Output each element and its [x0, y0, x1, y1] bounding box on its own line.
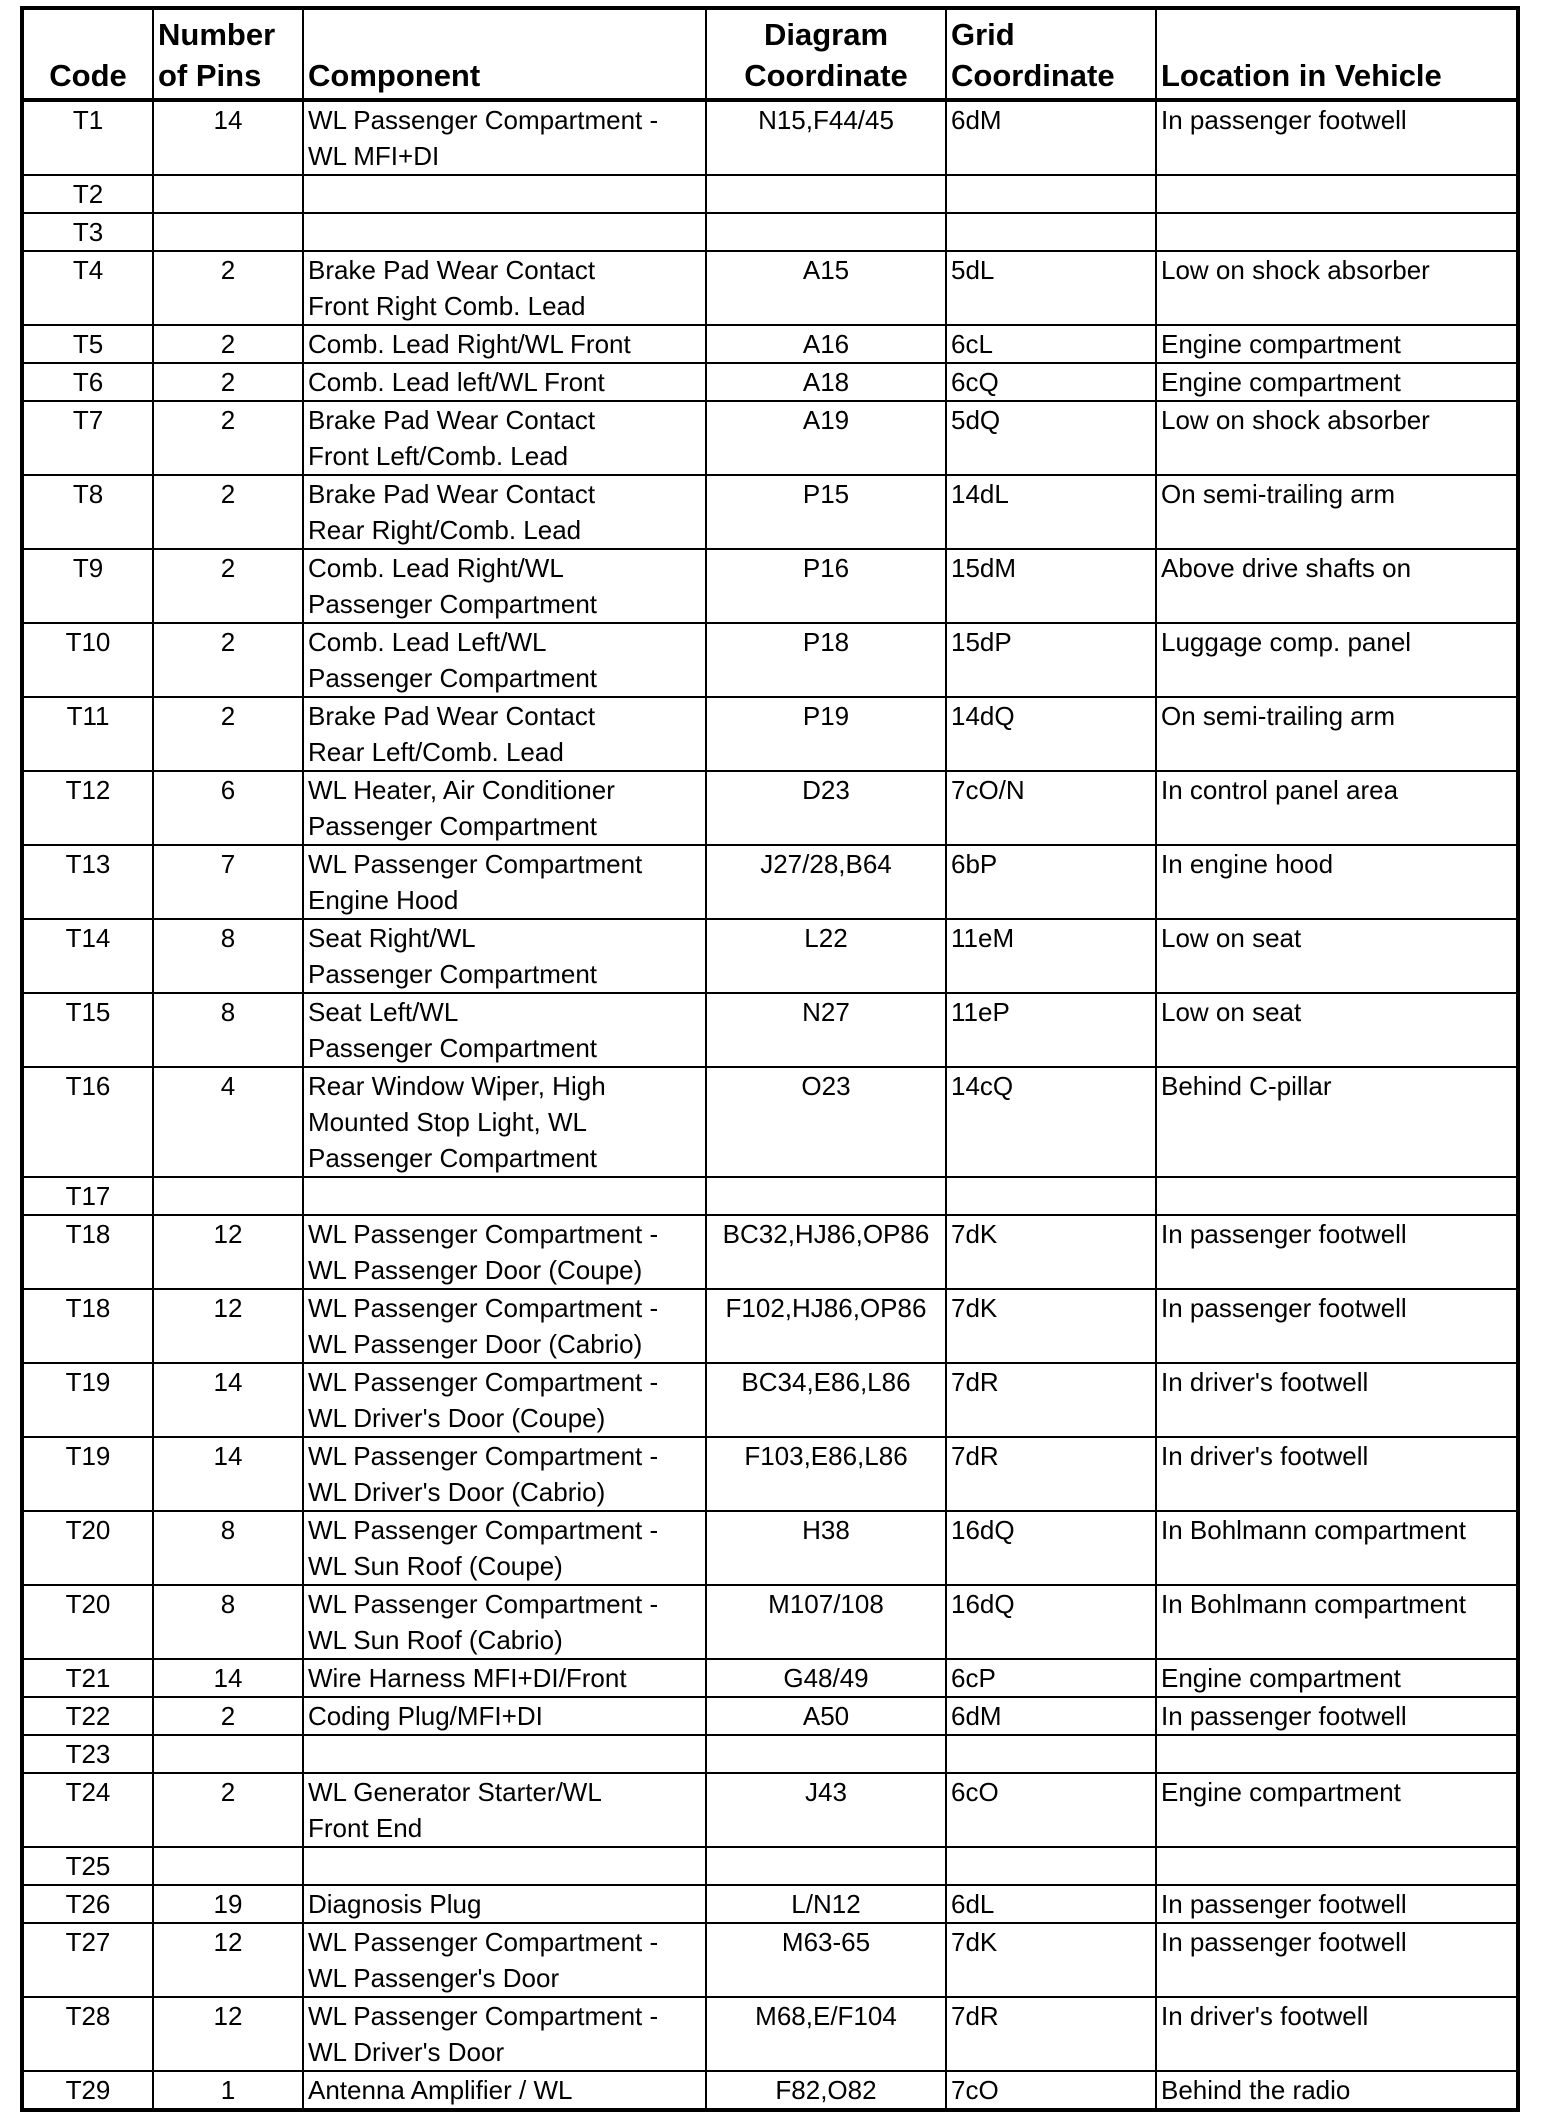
cell-diagram-coordinate: M107/108 — [706, 1585, 946, 1659]
cell-component: WL Passenger Compartment - WL Sun Roof (Cabrio) — [303, 1585, 706, 1659]
table-header — [22, 8, 1518, 100]
cell-code: T15 — [22, 993, 153, 1067]
cell-diagram-coordinate — [706, 1735, 946, 1773]
cell-location: In passenger footwell — [1156, 1215, 1518, 1289]
cell-grid-coordinate: 5dL — [946, 251, 1156, 325]
header-code: Code — [22, 8, 153, 100]
header-row — [22, 8, 1518, 100]
cell-location: Above drive shafts on — [1156, 549, 1518, 623]
table-row — [22, 1923, 1518, 1997]
cell-grid-coordinate: 6dL — [946, 1885, 1156, 1923]
cell-code: T9 — [22, 549, 153, 623]
cell-number-of-pins: 2 — [153, 1773, 303, 1847]
cell-code: T25 — [22, 1847, 153, 1885]
connector-table — [20, 6, 1520, 2112]
cell-component — [303, 213, 706, 251]
cell-code: T14 — [22, 919, 153, 993]
cell-grid-coordinate: 11eP — [946, 993, 1156, 1067]
cell-component: WL Generator Starter/WL Front End — [303, 1773, 706, 1847]
cell-location: Low on shock absorber — [1156, 401, 1518, 475]
cell-location — [1156, 1735, 1518, 1773]
cell-number-of-pins: 12 — [153, 1289, 303, 1363]
cell-grid-coordinate: 6bP — [946, 845, 1156, 919]
table-row — [22, 623, 1518, 697]
table-row — [22, 1773, 1518, 1847]
cell-code: T20 — [22, 1585, 153, 1659]
cell-grid-coordinate: 6cO — [946, 1773, 1156, 1847]
cell-grid-coordinate: 14dL — [946, 475, 1156, 549]
cell-location: Engine compartment — [1156, 1773, 1518, 1847]
cell-location: In driver's footwell — [1156, 1363, 1518, 1437]
cell-diagram-coordinate — [706, 213, 946, 251]
cell-code: T19 — [22, 1437, 153, 1511]
cell-grid-coordinate: 16dQ — [946, 1585, 1156, 1659]
cell-diagram-coordinate: P19 — [706, 697, 946, 771]
cell-component: Antenna Amplifier / WL — [303, 2071, 706, 2110]
cell-diagram-coordinate: L22 — [706, 919, 946, 993]
cell-component: Comb. Lead Right/WL Passenger Compartment — [303, 549, 706, 623]
cell-component: Diagnosis Plug — [303, 1885, 706, 1923]
table-row — [22, 845, 1518, 919]
table-row — [22, 2071, 1518, 2110]
cell-number-of-pins: 1 — [153, 2071, 303, 2110]
cell-number-of-pins: 12 — [153, 1923, 303, 1997]
cell-code: T4 — [22, 251, 153, 325]
cell-code: T5 — [22, 325, 153, 363]
table-row — [22, 1177, 1518, 1215]
cell-code: T18 — [22, 1215, 153, 1289]
cell-component: Brake Pad Wear Contact Front Left/Comb. Lead — [303, 401, 706, 475]
cell-component: Brake Pad Wear Contact Front Right Comb. Lead — [303, 251, 706, 325]
header-grid-coordinate: Grid Coordinate — [946, 8, 1156, 100]
cell-location: In passenger footwell — [1156, 1923, 1518, 1997]
cell-location — [1156, 175, 1518, 213]
cell-diagram-coordinate: P18 — [706, 623, 946, 697]
cell-code: T10 — [22, 623, 153, 697]
cell-location: In passenger footwell — [1156, 1885, 1518, 1923]
table-body — [22, 100, 1518, 2110]
cell-number-of-pins: 14 — [153, 1659, 303, 1697]
cell-number-of-pins: 2 — [153, 401, 303, 475]
cell-location — [1156, 213, 1518, 251]
cell-number-of-pins — [153, 175, 303, 213]
cell-code: T12 — [22, 771, 153, 845]
cell-component: WL Passenger Compartment - WL MFI+DI — [303, 100, 706, 175]
cell-diagram-coordinate: P15 — [706, 475, 946, 549]
cell-grid-coordinate — [946, 213, 1156, 251]
cell-number-of-pins: 2 — [153, 251, 303, 325]
cell-number-of-pins — [153, 213, 303, 251]
cell-location: In engine hood — [1156, 845, 1518, 919]
cell-component: Coding Plug/MFI+DI — [303, 1697, 706, 1735]
cell-number-of-pins: 2 — [153, 623, 303, 697]
cell-number-of-pins: 14 — [153, 1363, 303, 1437]
cell-diagram-coordinate: N27 — [706, 993, 946, 1067]
cell-number-of-pins: 6 — [153, 771, 303, 845]
cell-diagram-coordinate: M68,E/F104 — [706, 1997, 946, 2071]
table-row — [22, 1735, 1518, 1773]
cell-number-of-pins — [153, 1177, 303, 1215]
cell-diagram-coordinate: J43 — [706, 1773, 946, 1847]
cell-location: Low on seat — [1156, 919, 1518, 993]
cell-number-of-pins: 2 — [153, 363, 303, 401]
header-location-in-vehicle: Location in Vehicle — [1156, 8, 1518, 100]
table-row — [22, 993, 1518, 1067]
cell-location: On semi-trailing arm — [1156, 697, 1518, 771]
cell-number-of-pins: 2 — [153, 475, 303, 549]
cell-diagram-coordinate: N15,F44/45 — [706, 100, 946, 175]
cell-diagram-coordinate — [706, 1177, 946, 1215]
cell-number-of-pins: 12 — [153, 1215, 303, 1289]
cell-location: Luggage comp. panel — [1156, 623, 1518, 697]
cell-location: Behind C-pillar — [1156, 1067, 1518, 1177]
table-row — [22, 919, 1518, 993]
cell-diagram-coordinate: A15 — [706, 251, 946, 325]
cell-number-of-pins: 8 — [153, 919, 303, 993]
cell-grid-coordinate: 7dR — [946, 1437, 1156, 1511]
cell-number-of-pins: 2 — [153, 325, 303, 363]
cell-diagram-coordinate: BC32,HJ86,OP86 — [706, 1215, 946, 1289]
table-row — [22, 251, 1518, 325]
cell-code: T23 — [22, 1735, 153, 1773]
cell-number-of-pins: 7 — [153, 845, 303, 919]
cell-component: WL Heater, Air Conditioner Passenger Compartment — [303, 771, 706, 845]
cell-code: T8 — [22, 475, 153, 549]
header-component: Component — [303, 8, 706, 100]
cell-location: Low on shock absorber — [1156, 251, 1518, 325]
cell-component: Comb. Lead Right/WL Front — [303, 325, 706, 363]
connector-table-page — [20, 6, 1516, 2105]
table-row — [22, 1697, 1518, 1735]
cell-code: T11 — [22, 697, 153, 771]
cell-component: WL Passenger Compartment Engine Hood — [303, 845, 706, 919]
cell-location: In driver's footwell — [1156, 1437, 1518, 1511]
cell-code: T27 — [22, 1923, 153, 1997]
cell-number-of-pins: 8 — [153, 1585, 303, 1659]
cell-code: T18 — [22, 1289, 153, 1363]
table-row — [22, 401, 1518, 475]
cell-grid-coordinate: 7dR — [946, 1997, 1156, 2071]
cell-component: Seat Left/WL Passenger Compartment — [303, 993, 706, 1067]
cell-diagram-coordinate: L/N12 — [706, 1885, 946, 1923]
cell-grid-coordinate: 5dQ — [946, 401, 1156, 475]
table-row — [22, 325, 1518, 363]
table-row — [22, 1997, 1518, 2071]
cell-location: Behind the radio — [1156, 2071, 1518, 2110]
table-row — [22, 1585, 1518, 1659]
cell-code: T16 — [22, 1067, 153, 1177]
cell-component: WL Passenger Compartment - WL Sun Roof (Coupe) — [303, 1511, 706, 1585]
cell-grid-coordinate — [946, 1177, 1156, 1215]
cell-grid-coordinate — [946, 1735, 1156, 1773]
cell-diagram-coordinate: H38 — [706, 1511, 946, 1585]
table-row — [22, 1847, 1518, 1885]
cell-location: Engine compartment — [1156, 325, 1518, 363]
table-row — [22, 1215, 1518, 1289]
cell-location: In Bohlmann compartment — [1156, 1585, 1518, 1659]
cell-grid-coordinate — [946, 175, 1156, 213]
cell-location — [1156, 1847, 1518, 1885]
cell-diagram-coordinate: BC34,E86,L86 — [706, 1363, 946, 1437]
cell-grid-coordinate: 14dQ — [946, 697, 1156, 771]
cell-location: Low on seat — [1156, 993, 1518, 1067]
cell-component: WL Passenger Compartment - WL Driver's Door — [303, 1997, 706, 2071]
cell-number-of-pins: 14 — [153, 100, 303, 175]
cell-diagram-coordinate: F102,HJ86,OP86 — [706, 1289, 946, 1363]
cell-location: Engine compartment — [1156, 1659, 1518, 1697]
cell-location: In driver's footwell — [1156, 1997, 1518, 2071]
table-row — [22, 1289, 1518, 1363]
cell-number-of-pins: 12 — [153, 1997, 303, 2071]
cell-component: WL Passenger Compartment - WL Passenger Door (Cabrio) — [303, 1289, 706, 1363]
header-diagram-coordinate: Diagram Coordinate — [706, 8, 946, 100]
cell-code: T28 — [22, 1997, 153, 2071]
cell-number-of-pins: 2 — [153, 697, 303, 771]
cell-number-of-pins: 8 — [153, 993, 303, 1067]
cell-code: T3 — [22, 213, 153, 251]
cell-code: T6 — [22, 363, 153, 401]
cell-diagram-coordinate: A19 — [706, 401, 946, 475]
cell-code: T24 — [22, 1773, 153, 1847]
table-row — [22, 771, 1518, 845]
cell-number-of-pins: 2 — [153, 1697, 303, 1735]
cell-number-of-pins: 8 — [153, 1511, 303, 1585]
cell-grid-coordinate: 7dK — [946, 1289, 1156, 1363]
table-row — [22, 697, 1518, 771]
cell-diagram-coordinate: M63-65 — [706, 1923, 946, 1997]
cell-diagram-coordinate: A16 — [706, 325, 946, 363]
cell-component — [303, 1847, 706, 1885]
cell-location: In passenger footwell — [1156, 100, 1518, 175]
cell-grid-coordinate: 6cP — [946, 1659, 1156, 1697]
table-row — [22, 175, 1518, 213]
table-row — [22, 1885, 1518, 1923]
cell-code: T17 — [22, 1177, 153, 1215]
cell-code: T26 — [22, 1885, 153, 1923]
cell-grid-coordinate: 7dR — [946, 1363, 1156, 1437]
cell-diagram-coordinate: F82,O82 — [706, 2071, 946, 2110]
cell-component — [303, 175, 706, 213]
table-row — [22, 1659, 1518, 1697]
cell-code: T22 — [22, 1697, 153, 1735]
cell-location: In Bohlmann compartment — [1156, 1511, 1518, 1585]
cell-component: Rear Window Wiper, High Mounted Stop Light, WL Passenger Compartment — [303, 1067, 706, 1177]
cell-location: In passenger footwell — [1156, 1289, 1518, 1363]
cell-component: WL Passenger Compartment - WL Passenger's Door — [303, 1923, 706, 1997]
cell-component: Brake Pad Wear Contact Rear Right/Comb. Lead — [303, 475, 706, 549]
cell-number-of-pins: 4 — [153, 1067, 303, 1177]
cell-number-of-pins — [153, 1735, 303, 1773]
cell-location: In control panel area — [1156, 771, 1518, 845]
table-row — [22, 1067, 1518, 1177]
cell-component: Seat Right/WL Passenger Compartment — [303, 919, 706, 993]
cell-code: T2 — [22, 175, 153, 213]
cell-number-of-pins: 14 — [153, 1437, 303, 1511]
cell-diagram-coordinate: P16 — [706, 549, 946, 623]
cell-diagram-coordinate: A18 — [706, 363, 946, 401]
table-row — [22, 213, 1518, 251]
cell-location — [1156, 1177, 1518, 1215]
cell-location: On semi-trailing arm — [1156, 475, 1518, 549]
cell-diagram-coordinate: J27/28,B64 — [706, 845, 946, 919]
cell-code: T19 — [22, 1363, 153, 1437]
cell-diagram-coordinate — [706, 175, 946, 213]
cell-code: T21 — [22, 1659, 153, 1697]
table-row — [22, 1363, 1518, 1437]
cell-component: WL Passenger Compartment - WL Driver's Door (Cabrio) — [303, 1437, 706, 1511]
cell-grid-coordinate: 14cQ — [946, 1067, 1156, 1177]
cell-grid-coordinate: 15dM — [946, 549, 1156, 623]
cell-diagram-coordinate — [706, 1847, 946, 1885]
cell-diagram-coordinate: A50 — [706, 1697, 946, 1735]
cell-location: Engine compartment — [1156, 363, 1518, 401]
cell-grid-coordinate: 6dM — [946, 100, 1156, 175]
cell-grid-coordinate: 6cQ — [946, 363, 1156, 401]
cell-number-of-pins: 2 — [153, 549, 303, 623]
cell-grid-coordinate: 15dP — [946, 623, 1156, 697]
table-row — [22, 1437, 1518, 1511]
cell-grid-coordinate: 7dK — [946, 1215, 1156, 1289]
cell-code: T7 — [22, 401, 153, 475]
table-row — [22, 1511, 1518, 1585]
cell-component — [303, 1735, 706, 1773]
cell-code: T1 — [22, 100, 153, 175]
cell-grid-coordinate — [946, 1847, 1156, 1885]
cell-diagram-coordinate: O23 — [706, 1067, 946, 1177]
table-row — [22, 100, 1518, 175]
cell-component: WL Passenger Compartment - WL Driver's Door (Coupe) — [303, 1363, 706, 1437]
cell-code: T13 — [22, 845, 153, 919]
cell-grid-coordinate: 16dQ — [946, 1511, 1156, 1585]
cell-number-of-pins: 19 — [153, 1885, 303, 1923]
cell-code: T29 — [22, 2071, 153, 2110]
table-row — [22, 475, 1518, 549]
cell-diagram-coordinate: G48/49 — [706, 1659, 946, 1697]
table-row — [22, 363, 1518, 401]
cell-grid-coordinate: 7cO/N — [946, 771, 1156, 845]
cell-diagram-coordinate: F103,E86,L86 — [706, 1437, 946, 1511]
cell-code: T20 — [22, 1511, 153, 1585]
cell-component: Wire Harness MFI+DI/Front — [303, 1659, 706, 1697]
cell-component: Comb. Lead left/WL Front — [303, 363, 706, 401]
cell-diagram-coordinate: D23 — [706, 771, 946, 845]
cell-component: Comb. Lead Left/WL Passenger Compartment — [303, 623, 706, 697]
cell-grid-coordinate: 11eM — [946, 919, 1156, 993]
cell-grid-coordinate: 6cL — [946, 325, 1156, 363]
cell-grid-coordinate: 7cO — [946, 2071, 1156, 2110]
cell-grid-coordinate: 7dK — [946, 1923, 1156, 1997]
cell-number-of-pins — [153, 1847, 303, 1885]
cell-grid-coordinate: 6dM — [946, 1697, 1156, 1735]
header-number-of-pins: Number of Pins — [153, 8, 303, 100]
cell-component: WL Passenger Compartment - WL Passenger Door (Coupe) — [303, 1215, 706, 1289]
cell-component — [303, 1177, 706, 1215]
cell-location: In passenger footwell — [1156, 1697, 1518, 1735]
cell-component: Brake Pad Wear Contact Rear Left/Comb. Lead — [303, 697, 706, 771]
table-row — [22, 549, 1518, 623]
